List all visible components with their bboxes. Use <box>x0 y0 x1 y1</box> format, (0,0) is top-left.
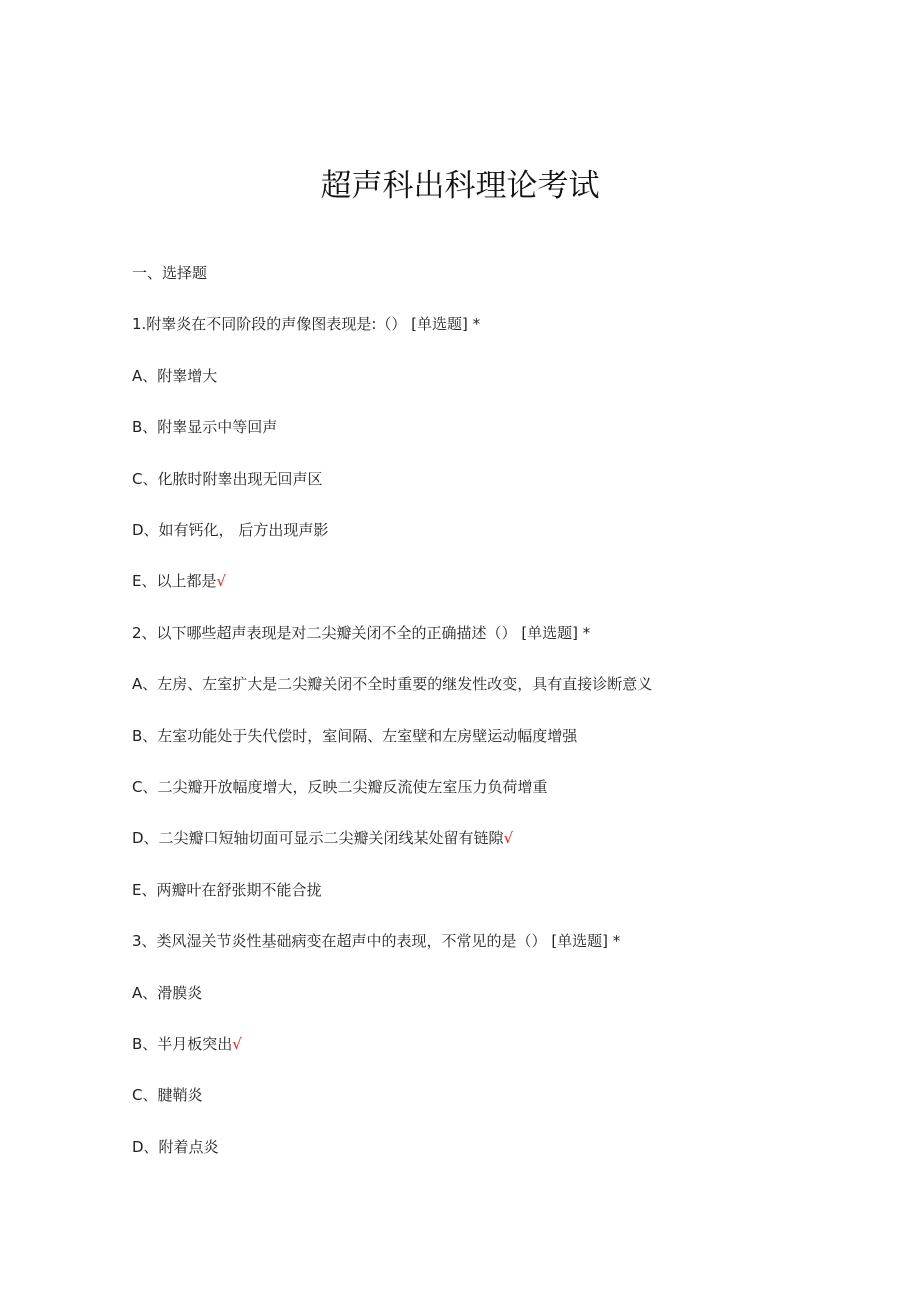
correct-check-icon: √ <box>232 1035 242 1053</box>
question-stem-text: 3、类风湿关节炎性基础病变在超声中的表现，不常见的是（） [单选题] * <box>132 932 621 950</box>
answer-option <box>132 776 547 798</box>
section-heading-text: 一、选择题 <box>132 264 208 282</box>
question-stem <box>132 313 480 335</box>
answer-option <box>132 468 322 490</box>
answer-option-text: C、二尖瓣开放幅度增大，反映二尖瓣反流使左室压力负荷增重 <box>132 778 548 796</box>
answer-option-text: B、附睾显示中等回声 <box>132 418 278 436</box>
answer-option <box>132 1033 242 1055</box>
answer-option-text: B、左室功能处于失代偿时，室间隔、左室壁和左房壁运动幅度增强 <box>132 727 578 745</box>
page-title: 超声科出科理论考试 <box>320 168 600 204</box>
answer-option <box>132 827 513 849</box>
question-stem <box>132 622 590 644</box>
correct-check-icon: √ <box>503 829 514 847</box>
answer-option <box>132 673 652 695</box>
correct-check-icon: √ <box>216 572 227 590</box>
answer-option-text: B、半月板突出 <box>132 1035 233 1053</box>
answer-option <box>132 725 577 747</box>
section-heading <box>132 262 207 284</box>
answer-option-text: A、左房、左室扩大是二尖瓣关闭不全时重要的继发性改变，具有直接诊断意义 <box>132 675 653 693</box>
answer-option-text: D、二尖瓣口短轴切面可显示二尖瓣关闭线某处留有链隙 <box>132 829 504 847</box>
answer-option-text: D、如有钙化， 后方出现声影 <box>132 521 329 539</box>
answer-option <box>132 570 226 592</box>
answer-option-text: C、化脓时附睾出现无回声区 <box>132 470 323 488</box>
answer-option <box>132 365 217 387</box>
answer-option <box>132 416 277 438</box>
answer-option <box>132 519 328 541</box>
answer-option <box>132 1084 202 1106</box>
answer-option-text: A、附睾增大 <box>132 367 218 385</box>
answer-option <box>132 982 202 1004</box>
answer-option-text: E、以上都是 <box>132 572 217 590</box>
question-stem-text: 2、以下哪些超声表现是对二尖瓣关闭不全的正确描述（） [单选题] * <box>132 624 591 642</box>
question-stem <box>132 930 620 952</box>
answer-option-text: C、腱鞘炎 <box>132 1086 203 1104</box>
answer-option-text: A、滑膜炎 <box>132 984 203 1002</box>
answer-option <box>132 1136 219 1158</box>
question-stem-text: 1.附睾炎在不同阶段的声像图表现是:（） [单选题] * <box>132 315 481 333</box>
answer-option <box>132 879 321 901</box>
answer-option-text: E、两瓣叶在舒张期不能合拢 <box>132 881 322 899</box>
answer-option-text: D、附着点炎 <box>132 1138 219 1156</box>
